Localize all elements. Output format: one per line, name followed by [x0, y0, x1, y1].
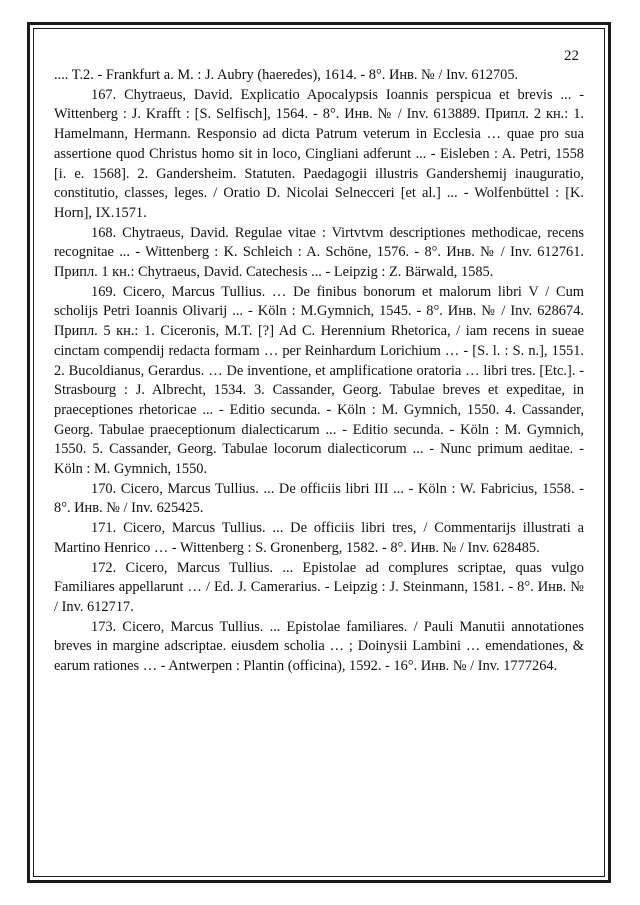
entry-continuation: .... T.2. - Frankfurt a. M. : J. Aubry (haeredes), 1614. - 8°. Инв. № / Inv. 612705. — [54, 67, 519, 83]
page-number: 22 — [564, 48, 579, 64]
entry-173: 173. Cicero, Marcus Tullius. ... Epistolae familiares. / Pauli Manutii annotationes breves in margine adscriptae. eiusdem scholia … ; Doinysii Lambini … emendationes, & earum rationes … - Antwerpen : Plantin (officina), 1592. - 16°. Инв. № / Inv. 1777264. — [54, 618, 584, 675]
entry-170: 170. Cicero, Marcus Tullius. ... De officiis libri III ... - Köln : W. Fabricius, 1558. - 8°. Инв. № / Inv. 625425. — [54, 480, 584, 517]
entry-168: 168. Chytraeus, David. Regulae vitae : Virtvtvm descriptiones methodicae, recens recognitae ... - Wittenberg : K. Schleich : A. Schöne, 1576. - 8°. Инв. № / Inv. 612761. Припл. 1 кн.: Chytraeus, David. Catechesis ... - Leipzig : Z. Bärwald, 1585. — [54, 224, 584, 281]
entry-172: 172. Cicero, Marcus Tullius. ... Epistolae ad complures scriptae, quas vulgo Familiares appellarunt … / Ed. J. Camerarius. - Leipzig : J. Steinmann, 1581. - 8°. Инв. № / Inv. 612717. — [54, 559, 584, 615]
entry-171: 171. Cicero, Marcus Tullius. ... De officiis libri tres, / Commentarijs illustrati a Martino Henrico … - Wittenberg : S. Gronenberg, 1582. - 8°. Инв. № / Inv. 628485. — [54, 520, 584, 556]
entry-167: 167. Chytraeus, David. Explicatio Apocalypsis Ioannis perspicua et brevis ... - Wittenberg : J. Krafft : [S. Selfisch], 1564. - 8°. Инв. № / Inv. 613889. Припл. 2 кн.: 1. Hamelmann, Hermann. Responsio ad dicta Patrum veterum in Ecclesia … quae pro sua assertione quod Christus homo sit in loco, Cingliani adferunt ... - Eisleben : A. Petri, 1558 [i. e. 1568]. 2. Gandersheim. Statuten. Paedagogii illustris Gandershemij inauguratio, constitutio, classes, leges. / Oratio D. Nicolai Selnecceri [et al.] ... - Wolfenbüttel : [K. Horn], IX.1571. — [54, 86, 584, 221]
catalog-entries — [54, 66, 584, 677]
entry-169: 169. Cicero, Marcus Tullius. … De finibus bonorum et malorum libri V / Cum scholijs Petri Ioannis Olivarij ... - Köln : M.Gymnich, 1545. - 8°. Инв. № / Inv. 628674. Припл. 5 кн.: 1. Ciceronis, M.T. [?] Ad C. Herennium Rhetorica, / iam recens in sueae cinctam compendij redacta formam … per Reinhardum Lorichium … - [S. l. : S. n.], 1551. 2. Bucoldianus, Gerardus. … De inventione, et amplificatione oratoria … libri tres. [Etc.]. - Strasbourg : J. Albrecht, 1534. 3. Cassander, Georg. Tabulae breves et expeditae, in praeceptiones rhetoricae ... - Editio secunda. - Köln : M. Gymnich, 1550. 4. Cassander, Georg. Tabulae praeceptionum dialecticarum ... - Editio secunda. - Köln : M. Gymnich, 1550. 5. Cassander, Georg. Tabulae locorum dialecticorum ... - Nunc primum aeditae. - Köln : M. Gymnich, 1550. — [54, 283, 584, 478]
